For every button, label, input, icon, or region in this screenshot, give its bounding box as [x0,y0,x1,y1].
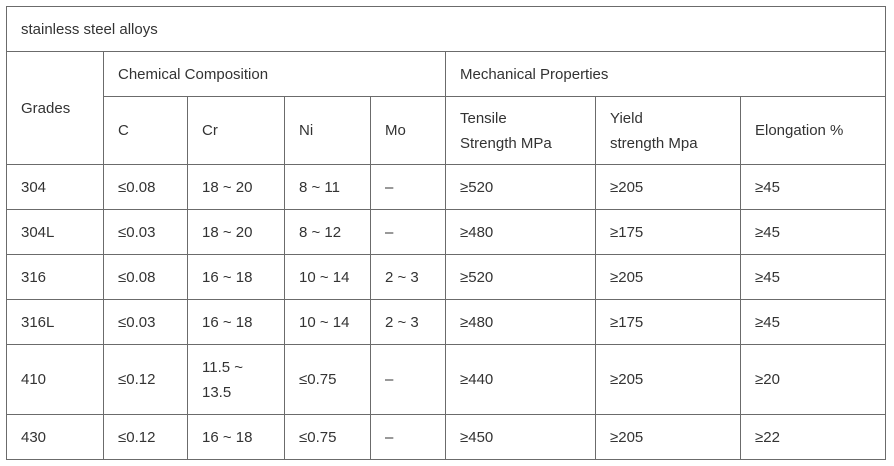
header-yield-line1: Yield [610,109,643,127]
cell-mo: – [371,210,446,255]
cell-grade: 304L [7,210,104,255]
cell-cr-line1: 11.5 ~ [202,358,244,376]
cell-ni: ≤0.75 [285,345,371,415]
header-c: C [104,97,188,165]
header-tensile-line2: Strength MPa [460,134,552,152]
cell-yield: ≥205 [596,415,741,460]
table-row [7,165,886,210]
cell-yield: ≥175 [596,300,741,345]
header-mo: Mo [371,97,446,165]
cell-ni: 10 ~ 14 [285,255,371,300]
cell-cr-line2: 13.5 [202,383,232,401]
cell-elongation: ≥45 [741,165,886,210]
cell-yield: ≥205 [596,165,741,210]
cell-ni: 10 ~ 14 [285,300,371,345]
cell-cr: 16 ~ 18 [188,415,285,460]
cell-mo: – [371,165,446,210]
header-elongation: Elongation % [741,97,886,165]
cell-c: ≤0.12 [104,345,188,415]
cell-ni: 8 ~ 12 [285,210,371,255]
cell-c: ≤0.03 [104,210,188,255]
cell-ni: 8 ~ 11 [285,165,371,210]
cell-cr: 16 ~ 18 [188,300,285,345]
cell-yield: ≥205 [596,255,741,300]
cell-grade: 430 [7,415,104,460]
cell-tensile: ≥450 [446,415,596,460]
cell-tensile: ≥440 [446,345,596,415]
header-ni: Ni [285,97,371,165]
cell-c: ≤0.08 [104,165,188,210]
cell-cr: 18 ~ 20 [188,165,285,210]
table-caption: stainless steel alloys [7,7,886,52]
stainless-steel-table [6,6,886,460]
cell-tensile: ≥480 [446,300,596,345]
table-row [7,415,886,460]
table-row [7,300,886,345]
header-mechanical-properties: Mechanical Properties [446,52,886,97]
cell-elongation: ≥45 [741,210,886,255]
cell-c: ≤0.08 [104,255,188,300]
cell-ni: ≤0.75 [285,415,371,460]
cell-elongation: ≥20 [741,345,886,415]
cell-c: ≤0.12 [104,415,188,460]
table-row [7,255,886,300]
cell-mo: – [371,345,446,415]
cell-tensile: ≥520 [446,165,596,210]
cell-cr: 16 ~ 18 [188,255,285,300]
cell-grade: 316 [7,255,104,300]
header-yield-line2: strength Mpa [610,134,698,152]
table-row [7,345,886,415]
cell-grade: 304 [7,165,104,210]
cell-cr [188,345,285,415]
cell-elongation: ≥45 [741,255,886,300]
table-row [7,210,886,255]
header-chemical-composition: Chemical Composition [104,52,446,97]
cell-elongation: ≥22 [741,415,886,460]
cell-c: ≤0.03 [104,300,188,345]
cell-grade: 316L [7,300,104,345]
cell-cr: 18 ~ 20 [188,210,285,255]
cell-elongation: ≥45 [741,300,886,345]
cell-tensile: ≥480 [446,210,596,255]
cell-yield: ≥205 [596,345,741,415]
header-grades: Grades [7,52,104,165]
cell-mo: – [371,415,446,460]
cell-tensile: ≥520 [446,255,596,300]
header-tensile-strength [446,97,596,165]
cell-mo: 2 ~ 3 [371,255,446,300]
header-tensile-line1: Tensile [460,109,507,127]
cell-mo: 2 ~ 3 [371,300,446,345]
cell-grade: 410 [7,345,104,415]
header-cr: Cr [188,97,285,165]
header-yield-strength [596,97,741,165]
cell-yield: ≥175 [596,210,741,255]
